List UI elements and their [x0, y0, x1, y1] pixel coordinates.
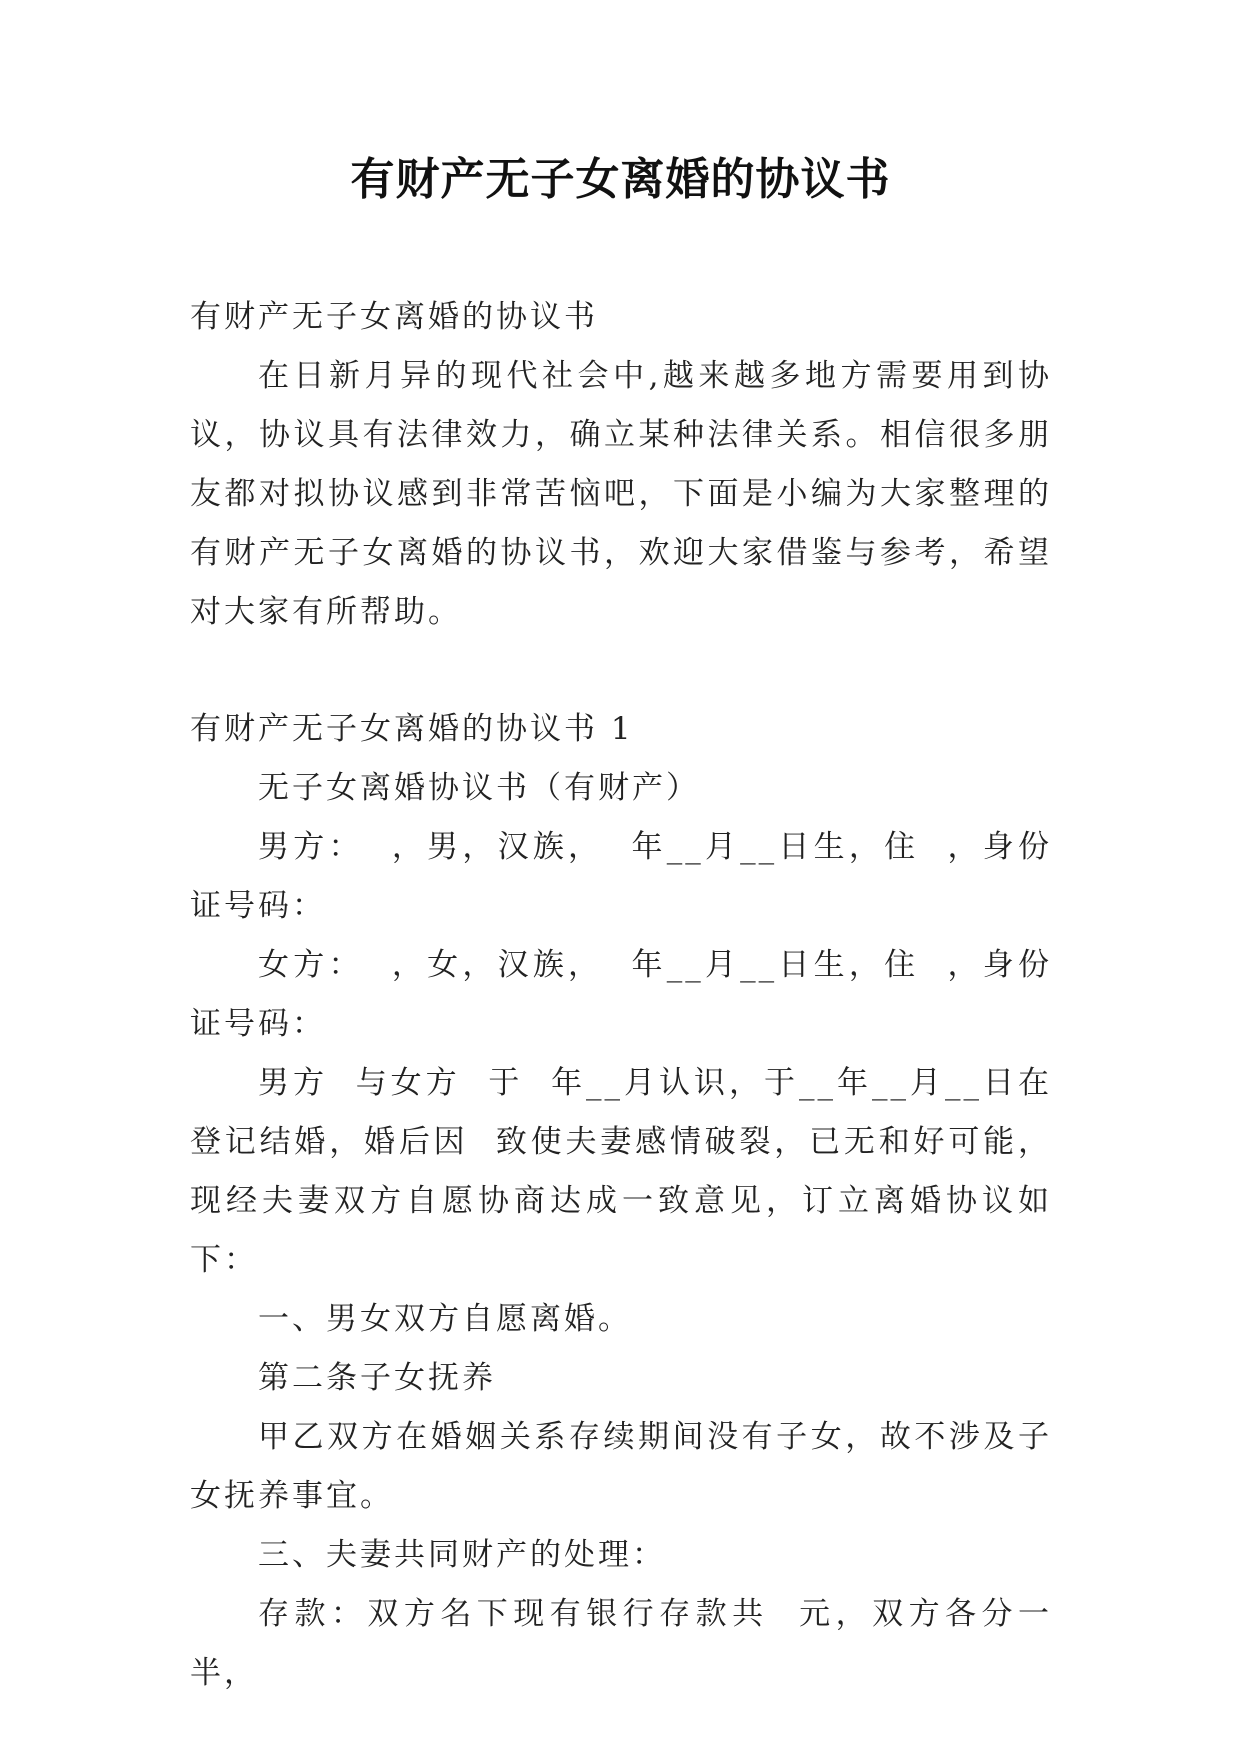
male-party-info: 男方： ，男，汉族， 年__月__日生，住 ，身份证号码： — [190, 829, 1052, 924]
intro-heading: 有财产无子女离婚的协议书 — [190, 299, 598, 335]
agreement-subtitle: 无子女离婚协议书（有财产） — [258, 770, 700, 806]
clause-property-heading: 三、夫妻共同财产的处理： — [258, 1537, 666, 1573]
clause-savings-text: 存款：双方名下现有银行存款共 元，双方各分一半， — [190, 1596, 1052, 1691]
female-party-info: 女方： ，女，汉族， 年__月__日生，住 ，身份证号码： — [190, 947, 1052, 1042]
document-title: 有财产无子女离婚的协议书 — [350, 154, 891, 205]
intro-paragraph: 在日新月异的现代社会中,越来越多地方需要用到协议，协议具有法律效力，确立某种法律关系。相信很多朋友都对拟协议感到非常苦恼吧，下面是小编为大家整理的有财产无子女离婚的协议书，欢迎大家借鉴与参考，希望对大家有所帮助。 — [190, 358, 1052, 630]
clause-divorce-agreed: 一、男女双方自愿离婚。 — [258, 1301, 632, 1337]
document-body — [190, 288, 1078, 1703]
section-spacer — [190, 642, 1052, 700]
section-heading: 有财产无子女离婚的协议书 1 — [190, 711, 634, 747]
clause-child-custody-heading: 第二条子女抚养 — [258, 1360, 496, 1396]
clause-child-custody-text: 甲乙双方在婚姻关系存续期间没有子女，故不涉及子女抚养事宜。 — [190, 1419, 1052, 1514]
marriage-background: 男方 与女方 于 年__月认识，于__年__月__日在 登记结婚，婚后因 致使夫妻感情破裂，已无和好可能，现经夫妻双方自愿协商达成一致意见，订立离婚协议如下： — [190, 1065, 1078, 1278]
